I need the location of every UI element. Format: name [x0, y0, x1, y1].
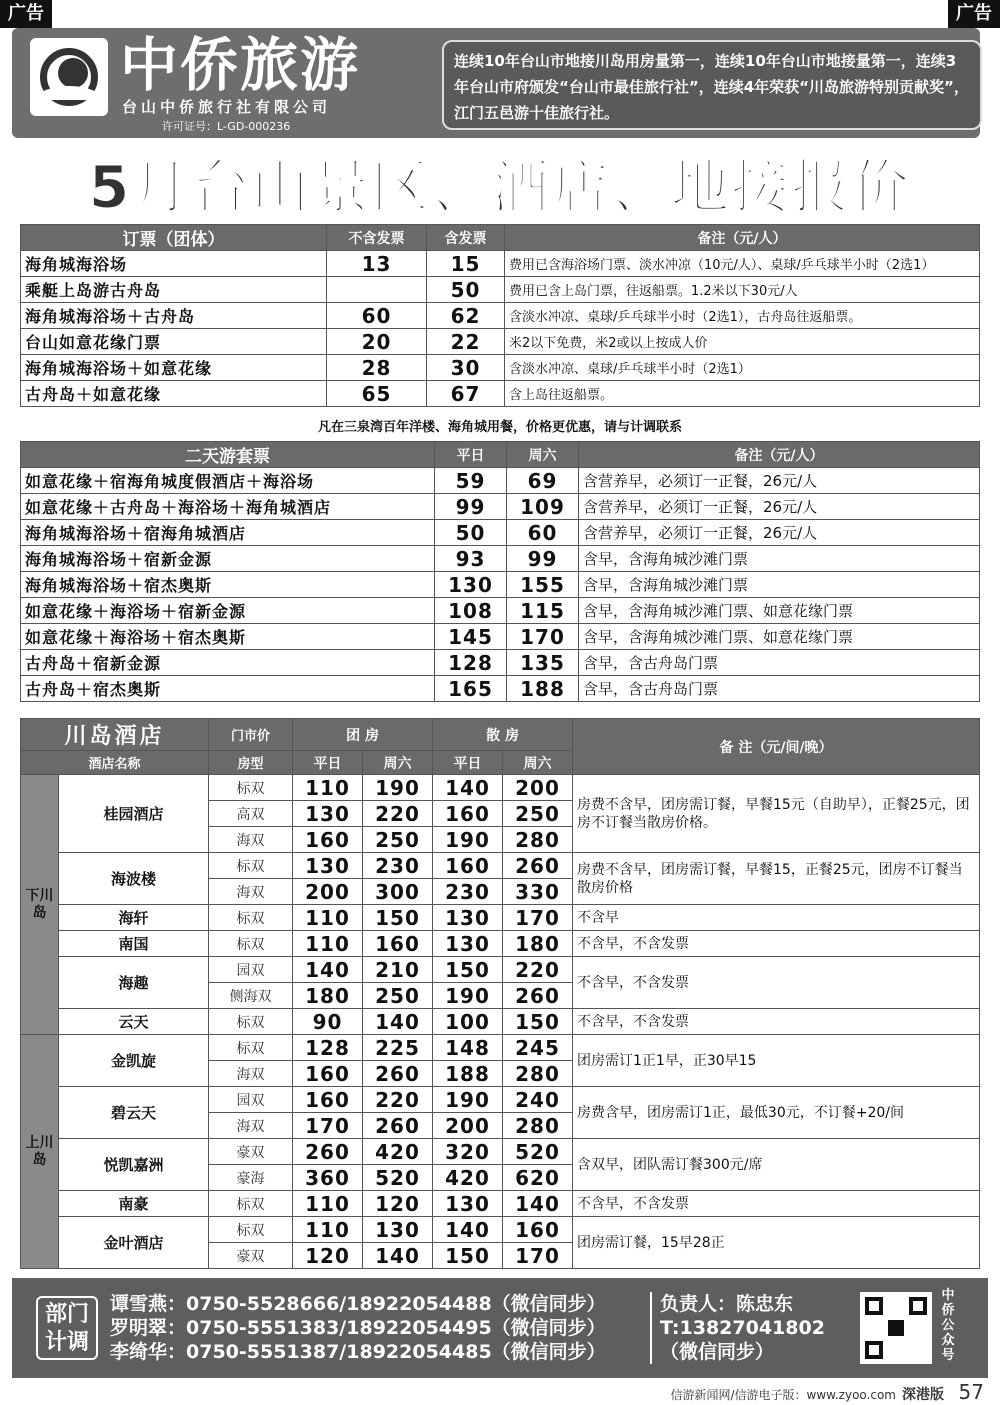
table-row [21, 650, 980, 676]
item-note: 含早，含海角城沙滩门票 [579, 572, 980, 598]
item-name: 古舟岛＋宿杰奥斯 [21, 676, 435, 702]
hotel-note: 不含早 [573, 905, 980, 931]
item-name: 海角城海浴场＋宿海角城酒店 [21, 520, 435, 546]
table-row [21, 624, 980, 650]
manager-info [660, 1292, 825, 1364]
hotel-name: 金凯旋 [59, 1035, 209, 1087]
hotel-name: 桂园酒店 [59, 775, 209, 853]
table-row [21, 277, 980, 303]
col-header: 含发票 [427, 225, 505, 251]
item-note: 含营养早，必须订一正餐，26元/人 [579, 494, 980, 520]
room-type: 侧海双 [209, 983, 293, 1009]
room-price: 170 [503, 1243, 573, 1269]
ticket-table [20, 224, 980, 407]
room-price: 220 [363, 801, 433, 827]
room-price: 260 [293, 1139, 363, 1165]
item-note: 含早，含海角城沙滩门票 [579, 546, 980, 572]
edition: 深港版 [902, 1387, 944, 1403]
hotel-note: 不含早，不含发票 [573, 931, 980, 957]
room-price: 130 [433, 1191, 503, 1217]
hotel-name: 海波楼 [59, 853, 209, 905]
contact-line: 罗明翠：0750-5551383/18922054495（微信同步） [110, 1317, 606, 1339]
table-row [21, 598, 980, 624]
price-value: 15 [427, 251, 505, 277]
brand-name: 中侨旅游 [120, 31, 361, 99]
price-value: 115 [507, 598, 579, 624]
table-row [21, 468, 980, 494]
item-name: 如意花缘＋古舟岛＋海浴场＋海角城酒店 [21, 494, 435, 520]
site-info: 信游新闻网/信游电子版：www.zyoo.com [670, 1388, 896, 1402]
room-price: 120 [363, 1191, 433, 1217]
scatter-header: 散 房 [433, 719, 573, 751]
room-price: 260 [363, 1061, 433, 1087]
page-footer [670, 1384, 944, 1404]
price-value: 67 [427, 381, 505, 407]
room-price: 130 [293, 801, 363, 827]
hotel-name-label: 酒店名称 [21, 751, 209, 775]
item-note: 费用已含上岛门票，往返船票。1.2米以下30元/人 [505, 277, 980, 303]
col-header: 周六 [507, 442, 579, 468]
room-price: 360 [293, 1165, 363, 1191]
hotel-name: 南豪 [59, 1191, 209, 1217]
room-price: 200 [503, 775, 573, 801]
item-name: 台山如意花缘门票 [21, 329, 327, 355]
room-price: 140 [363, 1009, 433, 1035]
room-price: 110 [293, 905, 363, 931]
room-price: 110 [293, 1217, 363, 1243]
ad-label-right: 广告 [948, 0, 1000, 28]
item-note: 含淡水冲凉、桌球/乒乓球半小时（2选1），古舟岛往返船票。 [505, 303, 980, 329]
island-label: 下川岛 [21, 775, 59, 1035]
table-row [21, 572, 980, 598]
price-value [327, 277, 427, 303]
table-row [21, 676, 980, 702]
room-price: 245 [503, 1035, 573, 1061]
price-value: 99 [507, 546, 579, 572]
table-row [21, 1139, 980, 1165]
item-note: 含早，含古舟岛门票 [579, 650, 980, 676]
room-price: 130 [293, 853, 363, 879]
hotel-note: 不含早，不含发票 [573, 1009, 980, 1035]
room-type: 标双 [209, 1217, 293, 1243]
room-price: 130 [363, 1217, 433, 1243]
room-price: 160 [433, 801, 503, 827]
room-price: 280 [503, 1061, 573, 1087]
room-type: 高双 [209, 801, 293, 827]
room-type: 海双 [209, 827, 293, 853]
manager-name: 负责人：陈忠东 [660, 1293, 794, 1315]
price-value: 13 [327, 251, 427, 277]
group-weekday-header: 平日 [293, 751, 363, 775]
room-price: 190 [433, 1087, 503, 1113]
price-value: 135 [507, 650, 579, 676]
room-type: 标双 [209, 1191, 293, 1217]
hotel-name: 南国 [59, 931, 209, 957]
room-price: 230 [363, 853, 433, 879]
hotel-note: 不含早，不含发票 [573, 957, 980, 1009]
col-header: 备注（元/人） [505, 225, 980, 251]
col-header: 备注（元/人） [579, 442, 980, 468]
qr-code-icon [860, 1292, 932, 1364]
package-table [20, 441, 980, 702]
table-row [21, 303, 980, 329]
room-price: 160 [293, 1087, 363, 1113]
qr-label: 中侨公众号 [941, 1288, 955, 1363]
price-value: 130 [435, 572, 507, 598]
room-price: 280 [503, 1113, 573, 1139]
price-value: 165 [435, 676, 507, 702]
contact-line: 李绮华：0750-5551387/18922054485（微信同步） [110, 1341, 606, 1363]
price-value: 50 [427, 277, 505, 303]
room-price: 240 [503, 1087, 573, 1113]
table-row [21, 1087, 980, 1113]
hotel-name: 海轩 [59, 905, 209, 931]
room-type: 园双 [209, 957, 293, 983]
hotel-table [20, 718, 980, 1269]
dining-note: 凡在三泉湾百年洋楼、海角城用餐，价格更优惠，请与计调联系 [317, 420, 682, 435]
room-type: 园双 [209, 1087, 293, 1113]
col-header: 订票（团体） [21, 225, 327, 251]
room-price: 130 [433, 931, 503, 957]
table-row [21, 329, 980, 355]
table-row [21, 1009, 980, 1035]
table-row [21, 931, 980, 957]
room-price: 140 [433, 1217, 503, 1243]
price-value: 62 [427, 303, 505, 329]
room-type: 豪双 [209, 1243, 293, 1269]
room-price: 280 [503, 827, 573, 853]
item-note: 含上岛往返船票。 [505, 381, 980, 407]
room-price: 250 [363, 983, 433, 1009]
room-price: 150 [433, 1243, 503, 1269]
table-row [21, 251, 980, 277]
manager-wechat: （微信同步） [660, 1341, 775, 1363]
table-row [21, 957, 980, 983]
hotel-name: 金叶酒店 [59, 1217, 209, 1269]
room-price: 100 [433, 1009, 503, 1035]
room-price: 330 [503, 879, 573, 905]
item-note: 费用已含海浴场门票、淡水冲凉（10元/人）、桌球/乒乓球半小时（2选1） [505, 251, 980, 277]
contact-line: 谭雪燕：0750-5528666/18922054488（微信同步） [110, 1293, 606, 1315]
room-price: 188 [433, 1061, 503, 1087]
group-header: 团 房 [293, 719, 433, 751]
room-type: 标双 [209, 853, 293, 879]
room-price: 180 [293, 983, 363, 1009]
price-value: 109 [507, 494, 579, 520]
room-price: 140 [433, 775, 503, 801]
room-price: 140 [363, 1243, 433, 1269]
room-price: 190 [433, 983, 503, 1009]
contact-list [110, 1292, 606, 1364]
room-price: 200 [293, 879, 363, 905]
table-row [21, 494, 980, 520]
room-price: 120 [293, 1243, 363, 1269]
room-price: 210 [363, 957, 433, 983]
price-value: 108 [435, 598, 507, 624]
price-value: 99 [435, 494, 507, 520]
price-value: 145 [435, 624, 507, 650]
item-note: 含早，含古舟岛门票 [579, 676, 980, 702]
room-price: 150 [503, 1009, 573, 1035]
table-row [21, 355, 980, 381]
room-price: 180 [503, 931, 573, 957]
logo-icon [30, 38, 108, 116]
hotel-note: 房费不含早，团房需订餐，早餐15，正餐25元，团房不订餐当散房价格 [573, 853, 980, 905]
room-price: 160 [433, 853, 503, 879]
room-type: 豪海 [209, 1165, 293, 1191]
item-name: 海角城海浴场＋宿新金源 [21, 546, 435, 572]
room-price: 620 [503, 1165, 573, 1191]
table-row [21, 853, 980, 879]
price-value: 155 [507, 572, 579, 598]
table-row [21, 775, 980, 801]
room-price: 260 [363, 1113, 433, 1139]
hotel-note-header: 备 注（元/间/晚） [573, 719, 980, 775]
room-type: 标双 [209, 775, 293, 801]
room-price: 190 [363, 775, 433, 801]
divider [650, 1292, 652, 1364]
col-header: 平日 [435, 442, 507, 468]
hotel-name: 碧云天 [59, 1087, 209, 1139]
room-price: 90 [293, 1009, 363, 1035]
hotel-section-title: 川岛酒店 [21, 719, 209, 751]
room-price: 520 [503, 1139, 573, 1165]
item-name: 如意花缘＋宿海角城度假酒店＋海浴场 [21, 468, 435, 494]
room-type: 标双 [209, 931, 293, 957]
room-price: 140 [293, 957, 363, 983]
page-title: 5月台山景区、酒店、地接报价 [88, 153, 912, 221]
header-banner [12, 28, 980, 138]
room-price: 225 [363, 1035, 433, 1061]
room-price: 110 [293, 1191, 363, 1217]
room-price: 170 [293, 1113, 363, 1139]
item-note: 含早，含海角城沙滩门票、如意花缘门票 [579, 624, 980, 650]
item-note: 含早，含海角城沙滩门票、如意花缘门票 [579, 598, 980, 624]
item-name: 古舟岛＋宿新金源 [21, 650, 435, 676]
price-value: 65 [327, 381, 427, 407]
hotel-note: 团房需订餐，15早28正 [573, 1217, 980, 1269]
scatter-saturday-header: 周六 [503, 751, 573, 775]
room-price: 160 [293, 1061, 363, 1087]
honors-blurb: 连续10年台山市地接川岛用房量第一，连续10年台山市地接量第一，连续3年台山市府颁发“台山市最佳旅行社”，连续4年荣获“川岛旅游特别贡献奖”，江门五邑游十佳旅行社。 [442, 40, 982, 130]
hotel-note: 团房需订1正1早，正30早15 [573, 1035, 980, 1087]
company-name: 台山中侨旅行社有限公司 [122, 98, 332, 116]
price-value: 30 [427, 355, 505, 381]
item-name: 海角城海浴场 [21, 251, 327, 277]
price-value: 188 [507, 676, 579, 702]
hotel-name: 云天 [59, 1009, 209, 1035]
room-price: 150 [363, 905, 433, 931]
item-name: 海角城海浴场＋如意花缘 [21, 355, 327, 381]
room-price: 150 [433, 957, 503, 983]
item-note: 含营养早，必须订一正餐，26元/人 [579, 520, 980, 546]
col-header: 不含发票 [327, 225, 427, 251]
room-price: 520 [363, 1165, 433, 1191]
room-price: 170 [503, 905, 573, 931]
room-price: 420 [433, 1165, 503, 1191]
table-row [21, 546, 980, 572]
room-price: 140 [503, 1191, 573, 1217]
room-type: 海双 [209, 1113, 293, 1139]
price-value: 22 [427, 329, 505, 355]
room-price: 300 [363, 879, 433, 905]
dept-label: 部门计调 [36, 1296, 98, 1360]
room-type: 海双 [209, 879, 293, 905]
room-price: 260 [503, 853, 573, 879]
price-value: 69 [507, 468, 579, 494]
room-price: 260 [503, 983, 573, 1009]
room-price: 200 [433, 1113, 503, 1139]
price-label: 门市价 [209, 719, 293, 751]
manager-phone: T:13827041802 [660, 1317, 825, 1339]
price-value: 50 [435, 520, 507, 546]
room-type: 标双 [209, 1009, 293, 1035]
room-type: 标双 [209, 905, 293, 931]
price-value: 20 [327, 329, 427, 355]
price-value: 60 [327, 303, 427, 329]
scatter-weekday-header: 平日 [433, 751, 503, 775]
item-name: 乘艇上岛游古舟岛 [21, 277, 327, 303]
page-number: 57 [958, 1380, 984, 1404]
room-price: 128 [293, 1035, 363, 1061]
room-type: 海双 [209, 1061, 293, 1087]
item-name: 海角城海浴场＋宿杰奥斯 [21, 572, 435, 598]
price-value: 59 [435, 468, 507, 494]
hotel-note: 含双早，团队需订餐300元/席 [573, 1139, 980, 1191]
room-price: 320 [433, 1139, 503, 1165]
footer-contacts [12, 1278, 988, 1378]
room-price: 130 [433, 905, 503, 931]
room-price: 250 [503, 801, 573, 827]
room-price: 250 [363, 827, 433, 853]
item-name: 古舟岛＋如意花缘 [21, 381, 327, 407]
table-row [21, 381, 980, 407]
price-value: 28 [327, 355, 427, 381]
table-row [21, 1035, 980, 1061]
room-type: 标双 [209, 1035, 293, 1061]
room-price: 220 [363, 1087, 433, 1113]
room-price: 420 [363, 1139, 433, 1165]
hotel-note: 不含早，不含发票 [573, 1191, 980, 1217]
room-price: 110 [293, 931, 363, 957]
ad-label-left: 广告 [0, 0, 52, 28]
room-price: 190 [433, 827, 503, 853]
col-header: 二天游套票 [21, 442, 435, 468]
room-price: 220 [503, 957, 573, 983]
room-type-label: 房型 [209, 751, 293, 775]
item-name: 海角城海浴场＋古舟岛 [21, 303, 327, 329]
hotel-note: 房费不含早，团房需订餐，早餐15元（自助早），正餐25元，团房不订餐当散房价格。 [573, 775, 980, 853]
hotel-name: 海趣 [59, 957, 209, 1009]
room-price: 230 [433, 879, 503, 905]
table-row [21, 905, 980, 931]
hotel-name: 悦凯嘉洲 [59, 1139, 209, 1191]
price-value: 170 [507, 624, 579, 650]
room-price: 148 [433, 1035, 503, 1061]
room-price: 160 [503, 1217, 573, 1243]
table-row [21, 1217, 980, 1243]
group-saturday-header: 周六 [363, 751, 433, 775]
table-row [21, 1191, 980, 1217]
room-price: 160 [293, 827, 363, 853]
item-note: 含营养早，必须订一正餐，26元/人 [579, 468, 980, 494]
item-note: 含淡水冲凉、桌球/乒乓球半小时（2选1） [505, 355, 980, 381]
price-value: 128 [435, 650, 507, 676]
island-label: 上川岛 [21, 1035, 59, 1269]
room-price: 160 [363, 931, 433, 957]
price-value: 60 [507, 520, 579, 546]
room-price: 110 [293, 775, 363, 801]
item-note: 米2以下免费，米2或以上按成人价 [505, 329, 980, 355]
table-row [21, 520, 980, 546]
license-number: 许可证号：L-GD-000236 [162, 120, 291, 133]
item-name: 如意花缘＋海浴场＋宿杰奥斯 [21, 624, 435, 650]
hotel-note: 房费含早，团房需订1正，最低30元，不订餐+20/间 [573, 1087, 980, 1139]
price-value: 93 [435, 546, 507, 572]
room-type: 豪双 [209, 1139, 293, 1165]
item-name: 如意花缘＋海浴场＋宿新金源 [21, 598, 435, 624]
